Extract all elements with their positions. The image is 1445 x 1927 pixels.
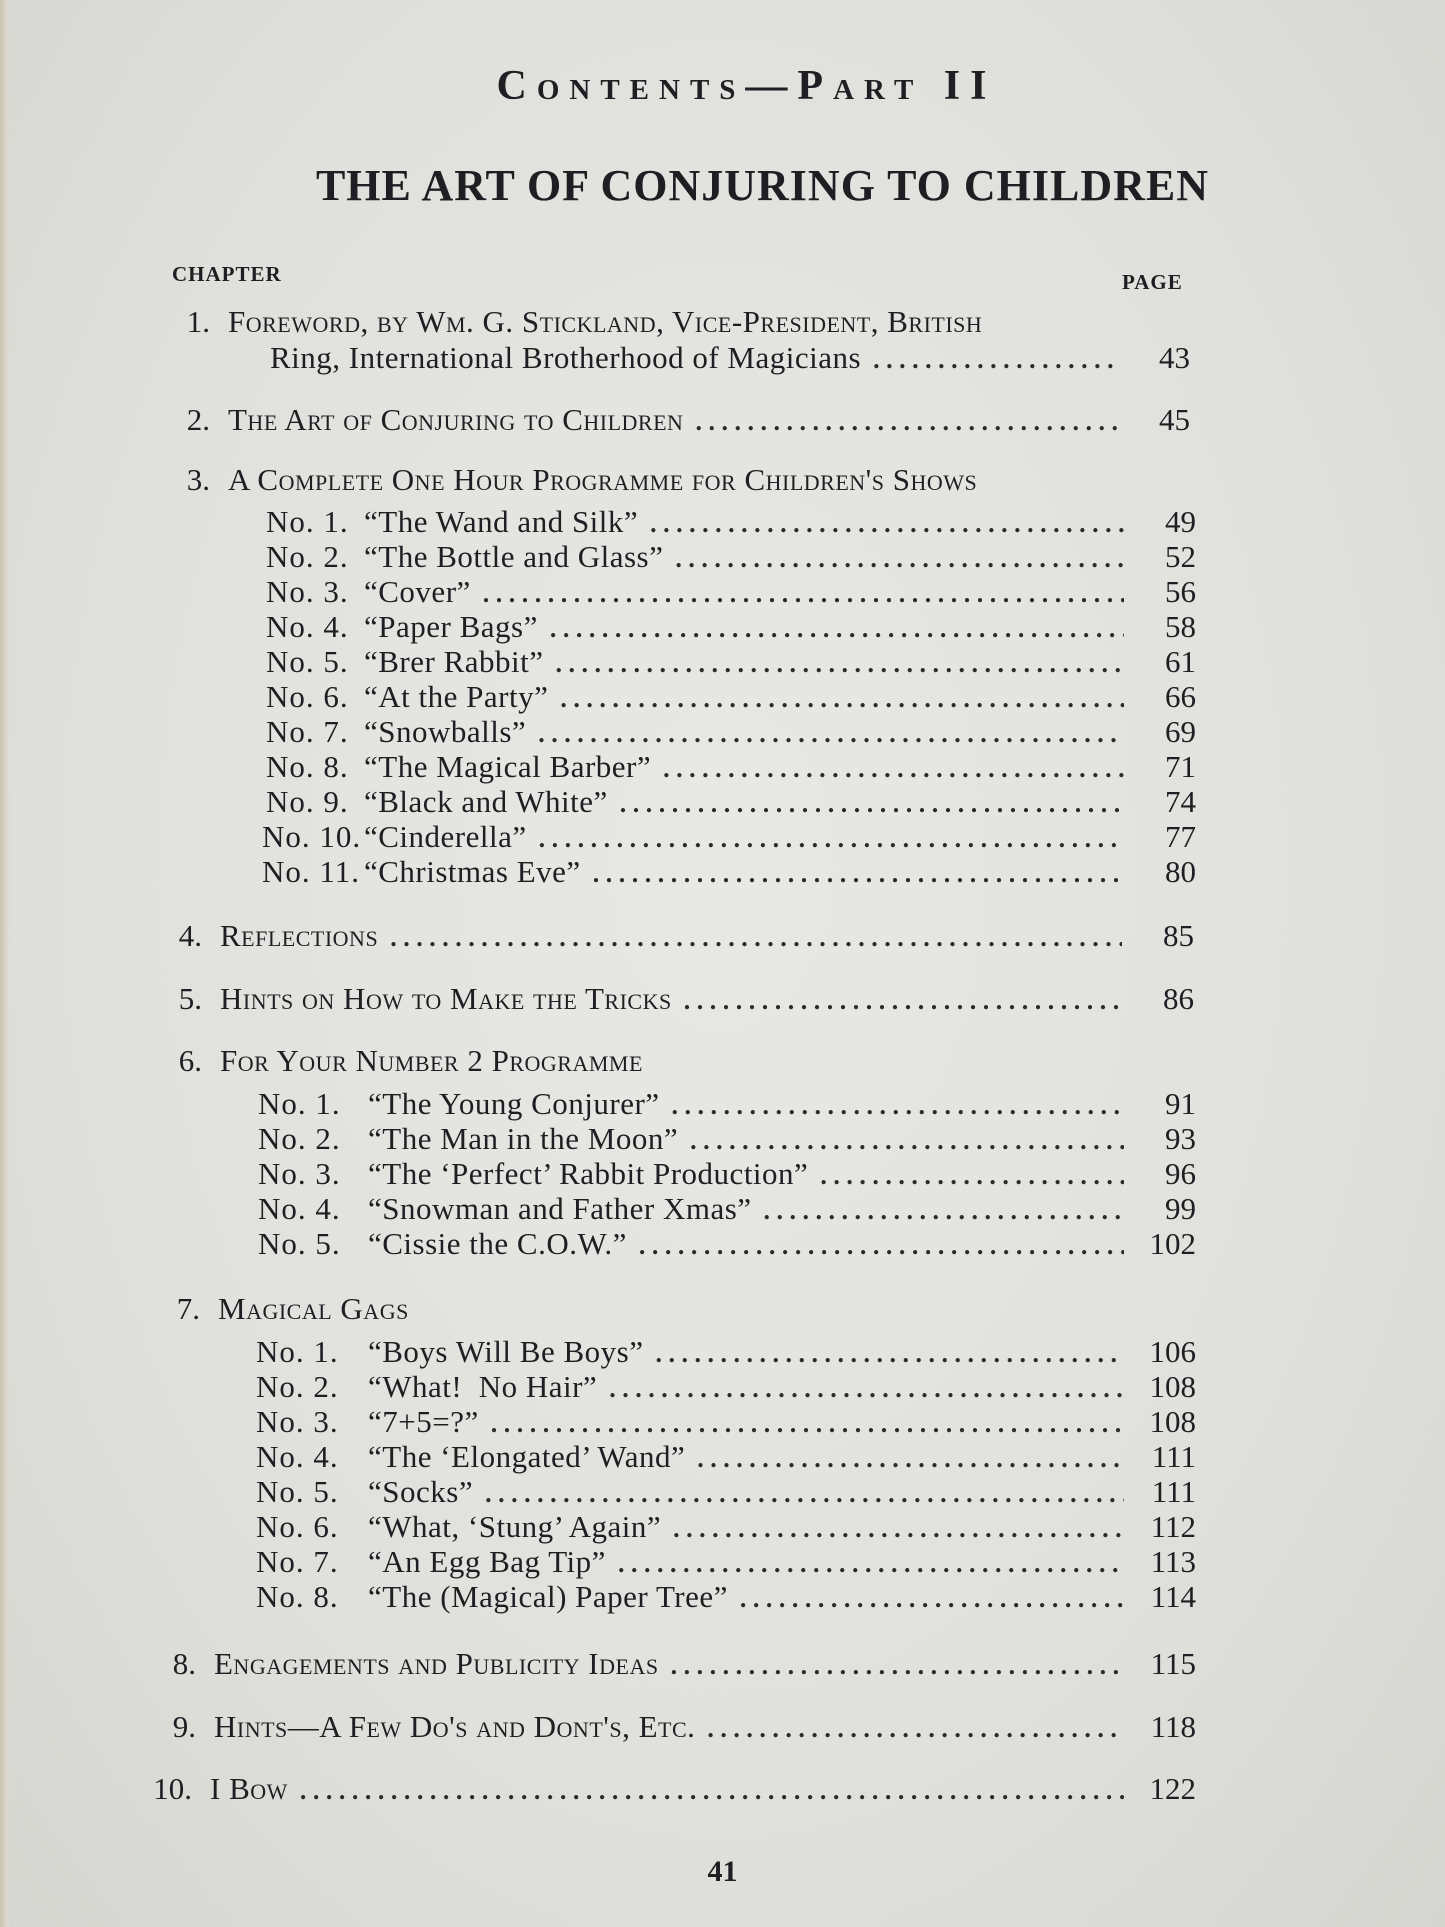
item-number: No. 7.: [256, 1544, 339, 1579]
toc-chapter-3[interactable]: [166, 462, 1190, 498]
chapter-title: Hints on How to Make the Tricks: [220, 981, 672, 1016]
item-title: “The Man in the Moon”: [368, 1121, 679, 1156]
toc-chapter-1-line-1[interactable]: [166, 304, 1126, 340]
dot-leader: [764, 1193, 1124, 1229]
page-number: 61: [1165, 644, 1196, 679]
item-number: No. 4.: [258, 1191, 341, 1226]
toc-item[interactable]: [258, 1191, 1196, 1229]
toc-chapter-5[interactable]: [158, 981, 1194, 1019]
chapter-column-label: CHAPTER: [172, 262, 282, 286]
toc-item[interactable]: [256, 1509, 1196, 1547]
page-number: 43: [1159, 340, 1190, 375]
item-number: No. 3.: [266, 574, 349, 609]
dot-leader: [539, 821, 1124, 857]
chapter-title: For Your Number 2 Programme: [220, 1043, 643, 1078]
page-number: 112: [1150, 1509, 1196, 1544]
chapter-number: 10.: [153, 1771, 192, 1806]
item-number: No. 2.: [258, 1121, 341, 1156]
dot-leader: [538, 716, 1124, 752]
item-title: “At the Party”: [364, 679, 549, 714]
toc-item[interactable]: [256, 1439, 1196, 1477]
page-number: 58: [1165, 609, 1196, 644]
page-column-label: PAGE: [1122, 270, 1183, 294]
item-number: No. 6.: [266, 679, 349, 714]
toc-item[interactable]: [266, 504, 1196, 542]
book-title: THE ART OF CONJURING TO CHILDREN: [315, 161, 1210, 210]
page-number: 74: [1165, 784, 1196, 819]
page-number: 122: [1149, 1771, 1196, 1806]
page-number: 71: [1165, 749, 1196, 784]
item-number: No. 4.: [256, 1439, 339, 1474]
toc-item[interactable]: [258, 1156, 1196, 1194]
toc-chapter-6[interactable]: [158, 1043, 1194, 1079]
dot-leader: [740, 1581, 1124, 1617]
item-title: “What, ‘Stung’ Again”: [368, 1509, 662, 1544]
page-number: 86: [1163, 981, 1194, 1016]
dot-leader: [650, 506, 1124, 542]
toc-item[interactable]: [266, 644, 1196, 682]
dot-leader: [609, 1371, 1124, 1407]
item-number: No. 10.: [262, 819, 362, 854]
toc-item[interactable]: [256, 1369, 1196, 1407]
chapter-title: Reflections: [220, 918, 379, 953]
dot-leader: [655, 1336, 1124, 1372]
toc-item[interactable]: [262, 854, 1196, 892]
toc-chapter-1-line-2[interactable]: [270, 340, 1190, 378]
item-title: “Snowballs”: [364, 714, 527, 749]
toc-item[interactable]: [256, 1544, 1196, 1582]
page-number: 106: [1149, 1334, 1196, 1369]
item-number: No. 2.: [256, 1369, 339, 1404]
toc-item[interactable]: [266, 679, 1196, 717]
page-folio: 41: [707, 1855, 738, 1888]
page-number: 113: [1150, 1544, 1196, 1579]
dot-leader: [672, 1088, 1124, 1124]
dot-leader: [873, 342, 1118, 378]
chapter-title: Magical Gags: [218, 1291, 409, 1326]
page-number: 85: [1163, 918, 1194, 953]
toc-chapter-10[interactable]: [148, 1771, 1196, 1809]
item-title: “What! No Hair”: [368, 1369, 598, 1404]
item-title: “Brer Rabbit”: [364, 644, 544, 679]
page-number: 111: [1151, 1474, 1196, 1509]
toc-item[interactable]: [256, 1474, 1196, 1512]
item-number: No. 8.: [266, 749, 349, 784]
toc-item[interactable]: [266, 539, 1196, 577]
toc-chapter-8[interactable]: [152, 1646, 1196, 1684]
page-number: 45: [1159, 402, 1190, 437]
dot-leader: [639, 1228, 1124, 1264]
item-number: No. 1.: [256, 1334, 339, 1369]
page-number: 115: [1150, 1646, 1196, 1681]
page-number: 93: [1165, 1121, 1196, 1156]
chapter-title-continued: Ring, International Brotherhood of Magicians: [270, 340, 862, 375]
chapter-number: 1.: [186, 304, 210, 339]
page-number: 91: [1165, 1086, 1196, 1121]
chapter-number: 4.: [178, 918, 202, 953]
page-number: 49: [1165, 504, 1196, 539]
item-number: No. 11.: [262, 854, 360, 889]
item-number: No. 5.: [266, 644, 349, 679]
toc-item[interactable]: [266, 609, 1196, 647]
item-title: “The ‘Perfect’ Rabbit Production”: [368, 1156, 809, 1191]
dot-leader: [675, 541, 1124, 577]
page-number: 102: [1149, 1226, 1196, 1261]
item-title: “An Egg Bag Tip”: [368, 1544, 606, 1579]
item-title: “Black and White”: [364, 784, 608, 819]
dot-leader: [485, 1476, 1124, 1512]
item-number: No. 3.: [258, 1156, 341, 1191]
dot-leader: [673, 1511, 1124, 1547]
dot-leader: [707, 1711, 1124, 1747]
chapter-number: 7.: [176, 1291, 200, 1326]
item-title: “Cover”: [364, 574, 471, 609]
item-title: “Snowman and Father Xmas”: [368, 1191, 752, 1226]
page-number: 108: [1149, 1369, 1196, 1404]
chapter-title: The Art of Conjuring to Children: [228, 402, 684, 437]
chapter-title: I Bow: [210, 1771, 288, 1806]
dot-leader: [618, 1546, 1124, 1582]
item-title: “7+5=?”: [368, 1404, 479, 1439]
item-title: “The Young Conjurer”: [368, 1086, 660, 1121]
page-number: 52: [1165, 539, 1196, 574]
item-number: No. 8.: [256, 1579, 339, 1614]
chapter-title: Hints—A Few Do's and Dont's, Etc.: [214, 1709, 696, 1744]
dot-leader: [550, 611, 1124, 647]
item-number: No. 9.: [266, 784, 349, 819]
page-number: 80: [1165, 854, 1196, 889]
dot-leader: [560, 681, 1124, 717]
page-number: 69: [1165, 714, 1196, 749]
part-heading: Contents—Part II: [496, 63, 997, 109]
toc-item[interactable]: [258, 1121, 1196, 1159]
chapter-number: 3.: [186, 462, 210, 497]
toc-item[interactable]: [258, 1226, 1196, 1264]
item-title: “Paper Bags”: [364, 609, 538, 644]
item-number: No. 6.: [256, 1509, 339, 1544]
item-title: “The (Magical) Paper Tree”: [368, 1579, 728, 1614]
item-title: “The Bottle and Glass”: [364, 539, 664, 574]
item-number: No. 1.: [258, 1086, 341, 1121]
toc-chapter-7[interactable]: [156, 1291, 1196, 1327]
toc-item[interactable]: [266, 784, 1196, 822]
item-title: “Christmas Eve”: [364, 854, 581, 889]
item-number: No. 2.: [266, 539, 349, 574]
dot-leader: [483, 576, 1124, 612]
dot-leader: [390, 920, 1122, 956]
toc-item[interactable]: [266, 749, 1196, 787]
dot-leader: [556, 646, 1124, 682]
item-title: “Cinderella”: [364, 819, 527, 854]
chapter-number: 6.: [178, 1043, 202, 1078]
toc-chapter-4[interactable]: [158, 918, 1194, 956]
item-title: “The Magical Barber”: [364, 749, 652, 784]
item-title: “Boys Will Be Boys”: [368, 1334, 644, 1369]
dot-leader: [491, 1406, 1124, 1442]
chapter-title: A Complete One Hour Programme for Children's Shows: [228, 462, 978, 497]
item-number: No. 3.: [256, 1404, 339, 1439]
item-title: “The ‘Elongated’ Wand”: [368, 1439, 686, 1474]
page-number: 96: [1165, 1156, 1196, 1191]
dot-leader: [300, 1773, 1124, 1809]
toc-item[interactable]: [256, 1404, 1196, 1442]
dot-leader: [671, 1648, 1124, 1684]
dot-leader: [684, 983, 1122, 1019]
page-number: 108: [1149, 1404, 1196, 1439]
item-number: No. 7.: [266, 714, 349, 749]
dot-leader: [593, 856, 1124, 892]
chapter-number: 9.: [172, 1709, 196, 1744]
chapter-title: Engagements and Publicity Ideas: [214, 1646, 659, 1681]
item-number: No. 5.: [258, 1226, 341, 1261]
dot-leader: [695, 404, 1118, 440]
item-title: “The Wand and Silk”: [364, 504, 639, 539]
toc-item[interactable]: [256, 1579, 1196, 1617]
item-number: No. 1.: [266, 504, 349, 539]
dot-leader: [820, 1158, 1124, 1194]
page-number: 77: [1165, 819, 1196, 854]
page-number: 99: [1165, 1191, 1196, 1226]
toc-item[interactable]: [266, 574, 1196, 612]
page-number: 111: [1151, 1439, 1196, 1474]
toc-chapter-2[interactable]: [166, 402, 1190, 440]
chapter-title: Foreword, by Wm. G. Stickland, Vice-President, British: [228, 304, 983, 339]
dot-leader: [663, 751, 1124, 787]
page-number: 118: [1150, 1709, 1196, 1744]
toc-chapter-9[interactable]: [152, 1709, 1196, 1747]
item-number: No. 4.: [266, 609, 349, 644]
page-number: 114: [1150, 1579, 1196, 1614]
page-number: 66: [1165, 679, 1196, 714]
chapter-number: 2.: [186, 402, 210, 437]
toc-item[interactable]: [256, 1334, 1196, 1372]
dot-leader: [690, 1123, 1124, 1159]
page-number: 56: [1165, 574, 1196, 609]
item-number: No. 5.: [256, 1474, 339, 1509]
item-title: “Cissie the C.O.W.”: [368, 1226, 627, 1261]
toc-item[interactable]: [258, 1086, 1196, 1124]
dot-leader: [620, 786, 1124, 822]
item-title: “Socks”: [368, 1474, 474, 1509]
toc-item[interactable]: [266, 714, 1196, 752]
chapter-number: 5.: [178, 981, 202, 1016]
dot-leader: [697, 1441, 1124, 1477]
chapter-number: 8.: [172, 1646, 196, 1681]
toc-item[interactable]: [262, 819, 1196, 857]
